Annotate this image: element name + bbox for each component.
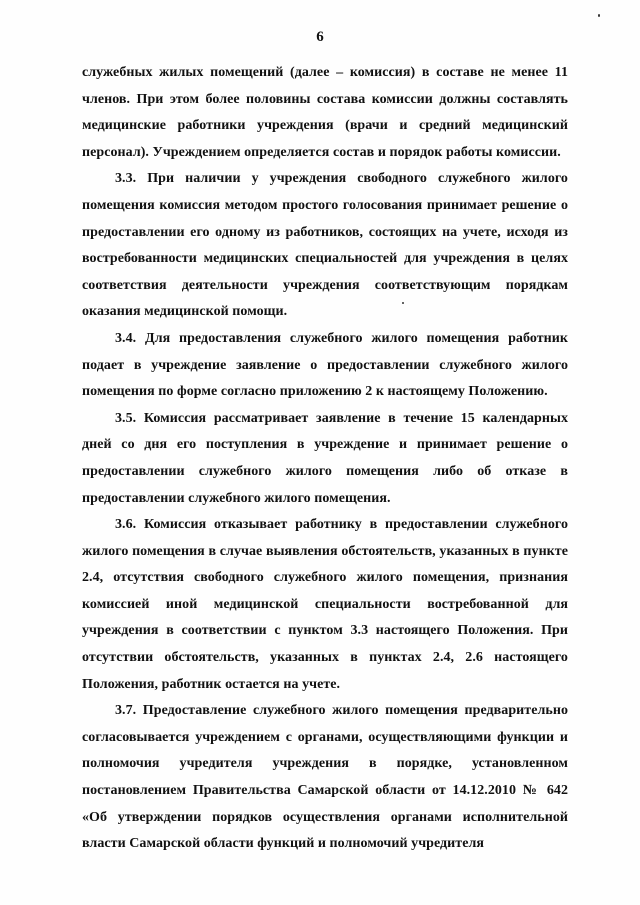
scan-speck — [598, 14, 600, 17]
paragraph-3-4: 3.4. Для предоставления служебного жилого помещения работник подает в учреждение заявление о предоставлении служебного жилого помещения по форме согласно приложению 2 к настоящему Положению. — [82, 330, 568, 400]
paragraph-continuation: служебных жилых помещений (далее – комиссия) в составе не менее 11 членов. При этом более половины состава комиссии должны составлять медицинские работники учреждения (врачи и средний медицинский персонал). Учреждением определяется состав и порядок работы комиссии. — [82, 65, 568, 160]
document-body — [82, 60, 568, 858]
scan-speck — [402, 302, 404, 304]
paragraph-3-7: 3.7. Предоставление служебного жилого помещения предварительно согласовывается учреждением с органами, осуществляющими функции и полномочия учредителя учреждения в порядке, установленном постановлением Правительства Самарской области от 14.12.2010 № 642 «Об утверждении порядков осуществления органами исполнительной власти Самарской области функций и полномочий учредителя — [82, 703, 568, 852]
page-number: 6 — [316, 29, 324, 45]
paragraph-3-5: 3.5. Комиссия рассматривает заявление в течение 15 календарных дней со дня его поступления в учреждение и принимает решение о предоставлении служебного жилого помещения либо об отказе в предоставлении служебного жилого помещения. — [82, 410, 568, 506]
paragraph-3-3: 3.3. При наличии у учреждения свободного служебного жилого помещения комиссия методом простого голосования принимает решение о предоставлении его одному из работников, состоящих на учете, исходя из востребованности медицинских специальностей для учреждения в целях соответствия деятельности учреждения соответствующим порядкам оказания медицинской помощи. — [82, 171, 568, 320]
paragraph-3-6: 3.6. Комиссия отказывает работнику в предоставлении служебного жилого помещения в случае выявления обстоятельств, указанных в пункте 2.4, отсутствия свободного служебного жилого помещения, признания комиссией иной медицинской специальности востребованной для учреждения в соответствии с пунктом 3.3 настоящего Положения. При отсутствии обстоятельств, указанных в пунктах 2.4, 2.6 настоящего Положения, работник остается на учете. — [82, 517, 568, 692]
